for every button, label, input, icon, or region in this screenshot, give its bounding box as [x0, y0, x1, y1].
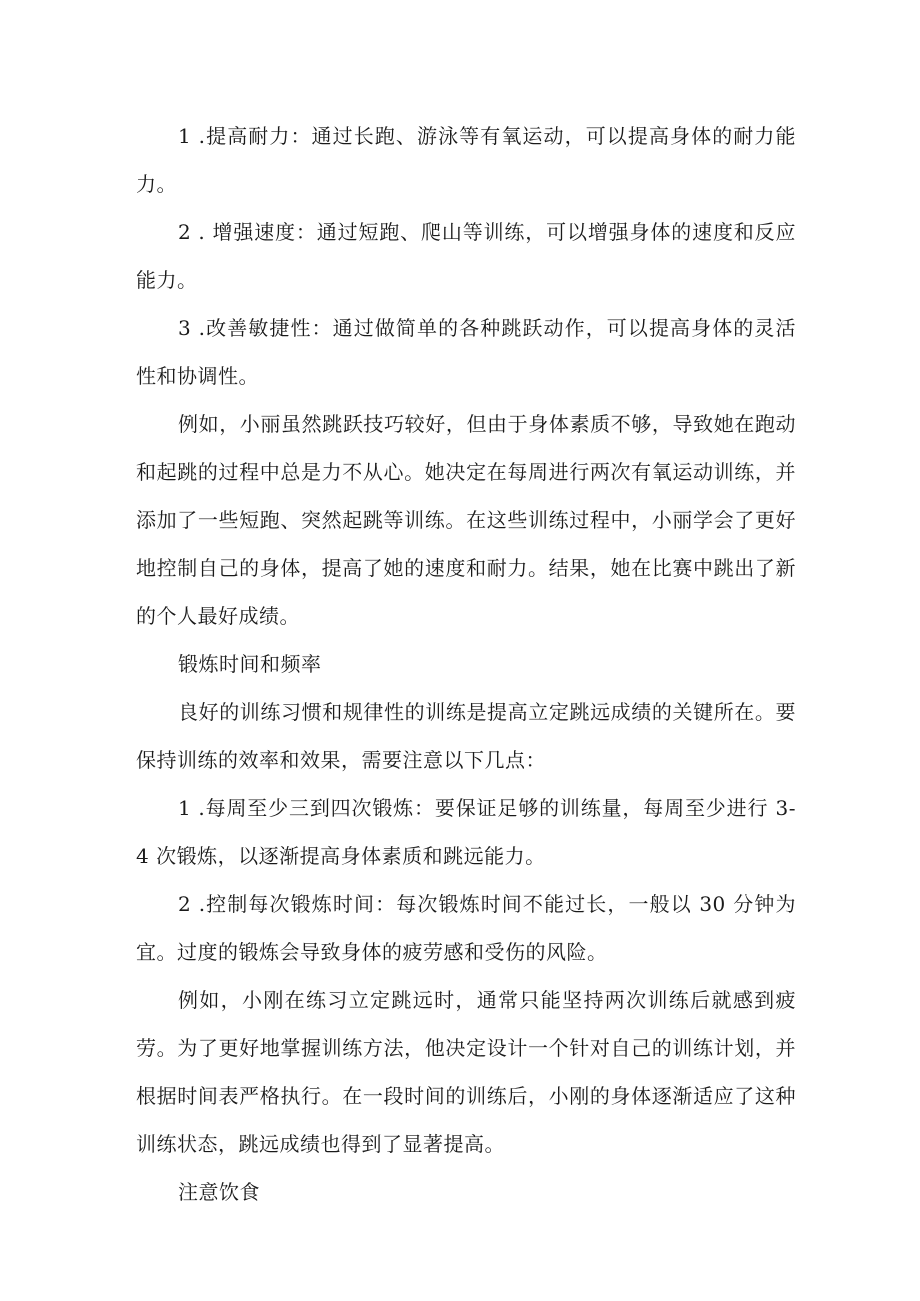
- list-item-speed: 2 . 增强速度：通过短跑、爬山等训练，可以增强身体的速度和反应能力。: [136, 220, 796, 292]
- section-heading-training-frequency: 锻炼时间和频率: [178, 652, 322, 676]
- list-item-endurance: 1 .提高耐力：通过长跑、游泳等有氧运动，可以提高身体的耐力能力。: [136, 124, 796, 196]
- list-item-weekly-sessions: 1 .每周至少三到四次锻炼：要保证足够的训练量，每周至少进行 3-4 次锻炼，以逐渐提高身体素质和跳远能力。: [136, 796, 796, 868]
- example-paragraph-xiaogang: 例如，小刚在练习立定跳远时，通常只能坚持两次训练后就感到疲劳。为了更好地掌握训练方法，他决定设计一个针对自己的训练计划，并根据时间表严格执行。在一段时间的训练后，小刚的身体逐渐适应了这种训练状态，跳远成绩也得到了显著提高。: [136, 988, 796, 1156]
- document-body: [136, 112, 796, 1216]
- section-heading-diet: 注意饮食: [178, 1180, 260, 1204]
- list-item-session-duration: 2 .控制每次锻炼时间：每次锻炼时间不能过长，一般以 30 分钟为宜。过度的锻炼会导致身体的疲劳感和受伤的风险。: [136, 892, 796, 964]
- list-item-agility: 3 .改善敏捷性：通过做简单的各种跳跃动作，可以提高身体的灵活性和协调性。: [136, 316, 796, 388]
- example-paragraph-xiaoli: 例如，小丽虽然跳跃技巧较好，但由于身体素质不够，导致她在跑动和起跳的过程中总是力不从心。她决定在每周进行两次有氧运动训练，并添加了一些短跑、突然起跳等训练。在这些训练过程中，小丽学会了更好地控制自己的身体，提高了她的速度和耐力。结果，她在比赛中跳出了新的个人最好成绩。: [136, 412, 796, 628]
- intro-paragraph-training-habits: 良好的训练习惯和规律性的训练是提高立定跳远成绩的关键所在。要保持训练的效率和效果，需要注意以下几点：: [136, 700, 796, 772]
